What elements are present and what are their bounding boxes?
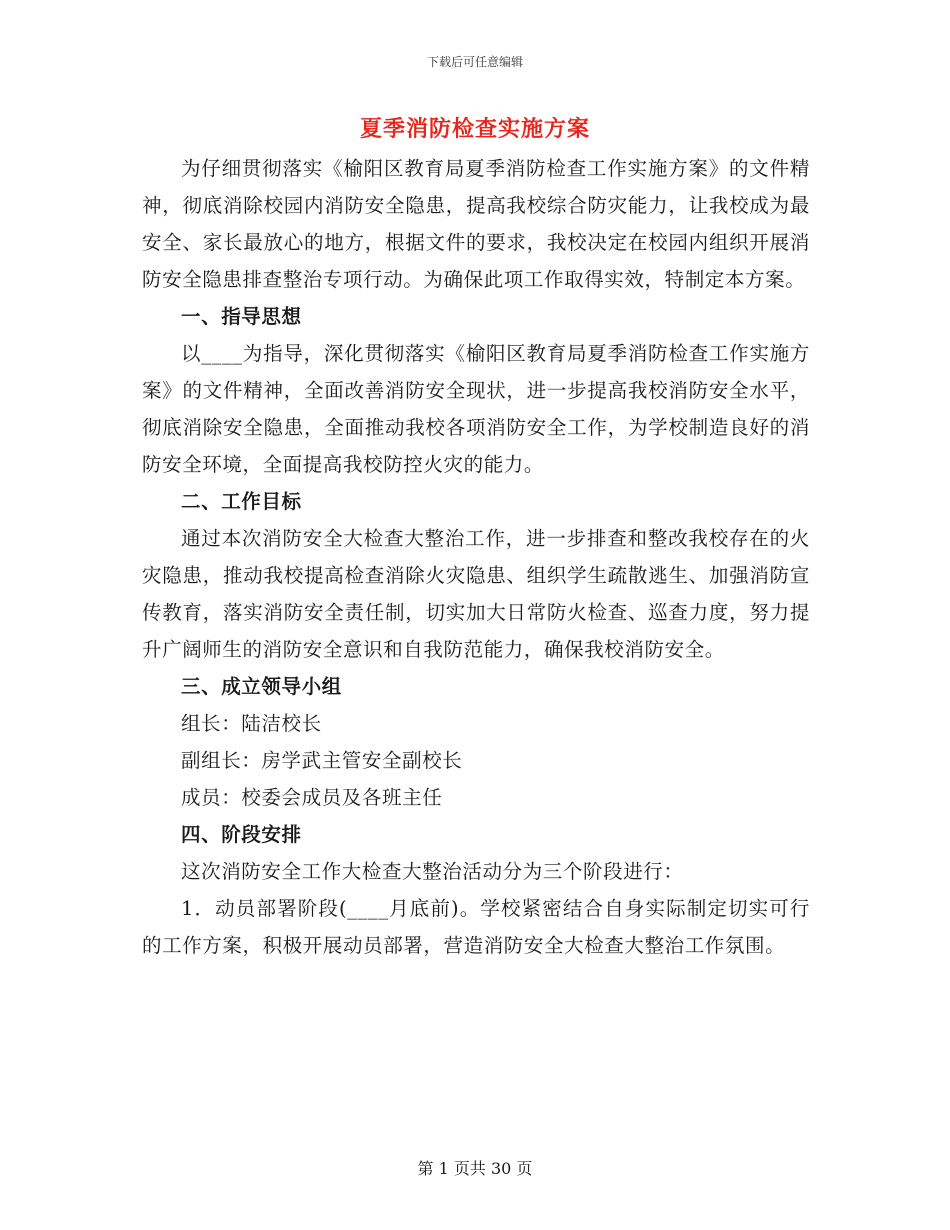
- section-heading-leadership-group: 三、成立领导小组: [181, 675, 342, 698]
- group-leader-line: 组长：陆洁校长: [181, 712, 322, 735]
- work-goals-paragraph: 通过本次消防安全大检查大整治工作，进一步排查和整改我校存在的火灾隐患，推动我校提高检查消除火灾隐患、组织学生疏散逃生、加强消防宣传教育，落实消防安全责任制，切实加大日常防火检查、巡查力度，努力提升广阔师生的消防安全意识和自我防范能力，确保我校消防安全。: [142, 527, 810, 661]
- guiding-thought-paragraph: 以____为指导，深化贯彻落实《榆阳区教育局夏季消防检查工作实施方案》的文件精神，全面改善消防安全现状，进一步提高我校消防安全水平，彻底消除安全隐患，全面推动我校各项消防安全工作，为学校制造良好的消防安全环境，全面提高我校防控火灾的能力。: [142, 342, 810, 476]
- page-number: 第 1 页共 30 页: [417, 1159, 533, 1178]
- document-title: 夏季消防检查实施方案: [359, 116, 590, 142]
- deputy-leader-line: 副组长：房学武主管安全副校长: [181, 749, 463, 772]
- document-body: [142, 150, 810, 964]
- stage-intro-paragraph: 这次消防安全工作大检查大整治活动分为三个阶段进行：: [181, 860, 684, 883]
- stage-one-paragraph: 1．动员部署阶段(____月底前)。学校紧密结合自身实际制定切实可行的工作方案，积极开展动员部署，营造消防安全大检查大整治工作氛围。: [142, 897, 810, 957]
- section-heading-guiding-thought: 一、指导思想: [181, 305, 302, 328]
- header-note: 下载后可任意编辑: [426, 55, 523, 69]
- section-heading-work-goals: 二、工作目标: [181, 490, 302, 513]
- intro-paragraph: 为仔细贯彻落实《榆阳区教育局夏季消防检查工作实施方案》的文件精神，彻底消除校园内消防安全隐患，提高我校综合防灾能力，让我校成为最安全、家长最放心的地方，根据文件的要求，我校决定在校园内组织开展消防安全隐患排查整治专项行动。为确保此项工作取得实效，特制定本方案。: [142, 157, 810, 291]
- section-heading-stage-arrangement: 四、阶段安排: [181, 823, 302, 846]
- group-members-line: 成员：校委会成员及各班主任: [181, 786, 443, 809]
